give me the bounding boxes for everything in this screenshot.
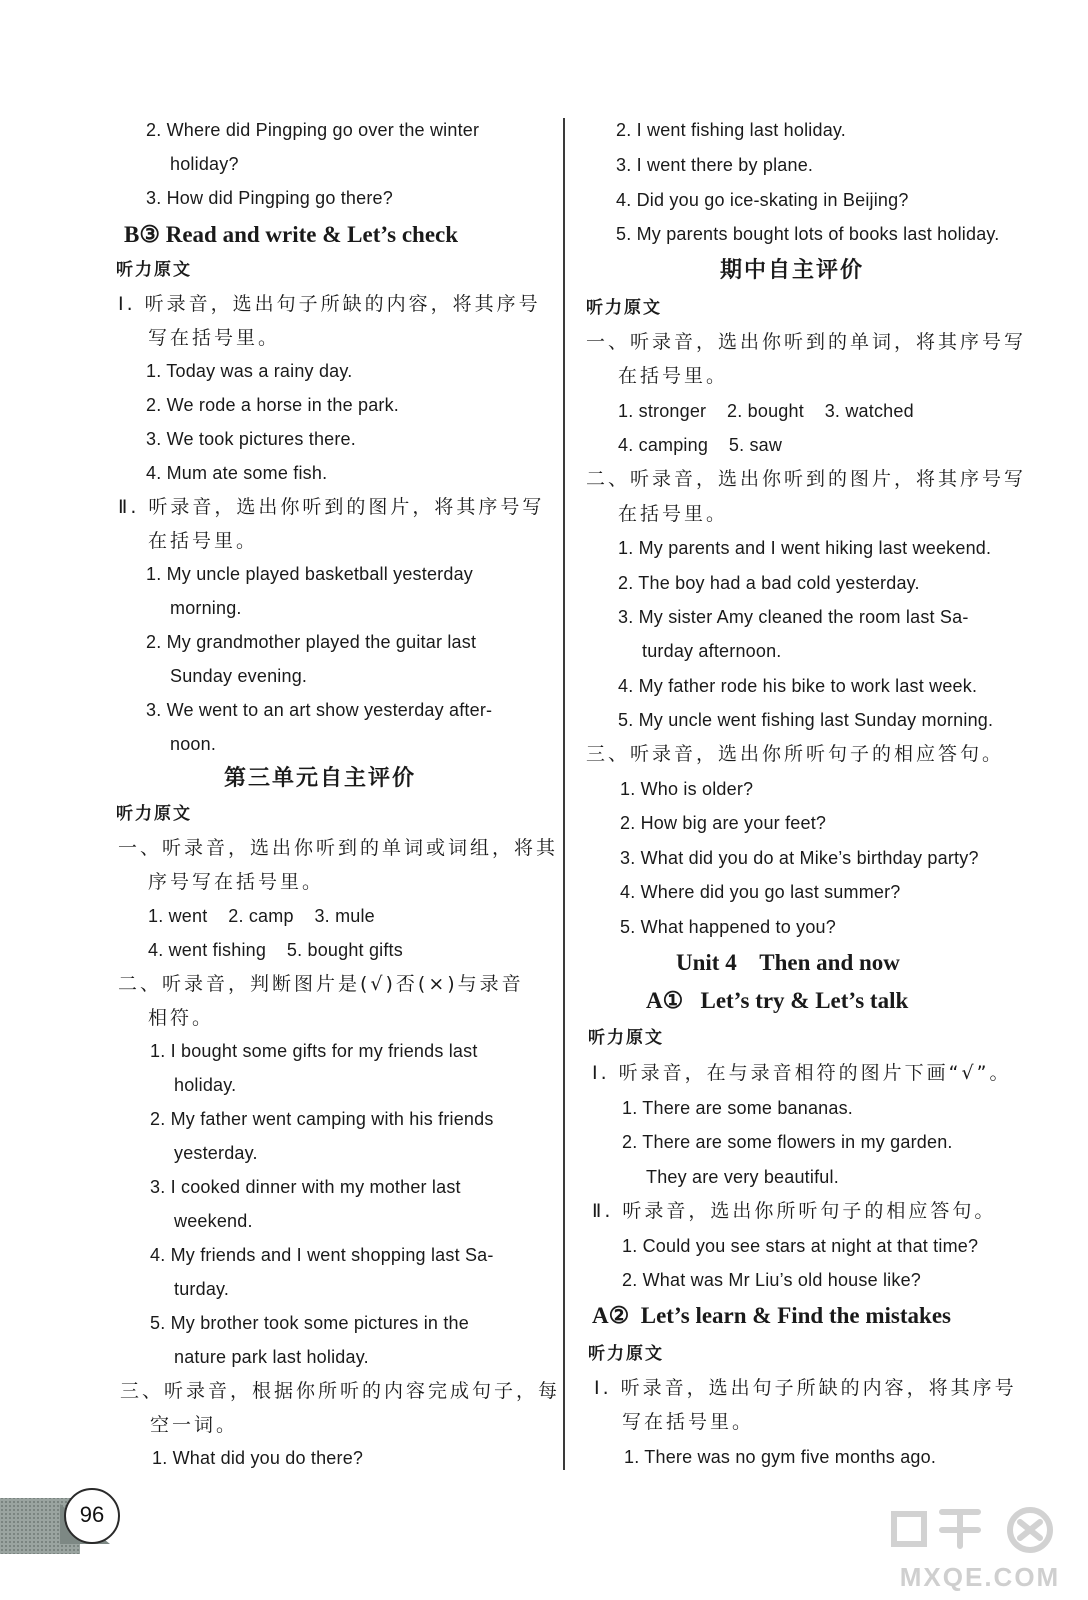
- list-item: 5. What happened to you?: [620, 917, 836, 937]
- list-item: 4. went fishing 5. bought gifts: [148, 940, 403, 960]
- list-item: 1. stronger 2. bought 3. watched: [618, 401, 914, 421]
- list-item: yesterday.: [174, 1143, 258, 1163]
- list-item: holiday.: [174, 1075, 237, 1095]
- list-item: turday.: [174, 1279, 230, 1299]
- list-item: weekend.: [174, 1211, 253, 1231]
- list-item: 3. We took pictures there.: [146, 429, 356, 449]
- text-line: holiday?: [170, 154, 239, 174]
- instruction: 三、听录音，选出你所听句子的相应答句。: [586, 743, 1005, 765]
- label-listening-script: 听力原文: [116, 260, 192, 280]
- label-listening-script: 听力原文: [588, 1028, 664, 1048]
- instruction: 二、听录音，选出你听到的图片，将其序号写: [586, 468, 1027, 490]
- instruction: 在括号里。: [148, 530, 259, 552]
- instruction: 相符。: [148, 1007, 215, 1029]
- list-item: 2. I went fishing last holiday.: [616, 120, 846, 140]
- list-item: 2. My father went camping with his friends: [150, 1109, 494, 1129]
- instruction: 序号写在括号里。: [148, 871, 325, 893]
- list-item: nature park last holiday.: [174, 1347, 369, 1367]
- instruction: 一、听录音，选出你听到的单词，将其序号写: [586, 331, 1027, 353]
- list-item: 2. What was Mr Liu’s old house like?: [622, 1270, 922, 1290]
- instruction: Ⅱ. 听录音，选出你所听句子的相应答句。: [592, 1200, 997, 1222]
- instruction: Ⅱ. 听录音，选出你听到的图片，将其序号写: [118, 496, 545, 518]
- list-item: 4. Where did you go last summer?: [620, 882, 901, 902]
- label-listening-script: 听力原文: [116, 804, 192, 824]
- list-item: 1. Who is older?: [620, 779, 754, 799]
- list-item: 4. camping 5. saw: [618, 435, 783, 455]
- list-item: 1. There are some bananas.: [622, 1098, 854, 1118]
- text-line: 3. How did Pingping go there?: [146, 188, 393, 208]
- list-item: 5. My brother took some pictures in the: [150, 1313, 469, 1333]
- unit-heading: Unit 4 Then and now: [676, 950, 900, 975]
- label-listening-script: 听力原文: [588, 1344, 664, 1364]
- section-heading: 期中自主评价: [720, 258, 865, 283]
- list-item: 1. There was no gym five months ago.: [624, 1447, 937, 1467]
- list-item: turday afternoon.: [642, 641, 782, 661]
- list-item: 2. My grandmother played the guitar last: [146, 632, 477, 652]
- list-item: 2. There are some flowers in my garden.: [622, 1132, 953, 1152]
- instruction: 三、听录音，根据你所听的内容完成句子，每: [120, 1380, 561, 1402]
- list-item: 3. I cooked dinner with my mother last: [150, 1177, 461, 1197]
- list-item: 1. Could you see stars at night at that time?: [622, 1236, 979, 1256]
- column-divider: [563, 118, 565, 1470]
- list-item: 5. My uncle went fishing last Sunday morning.: [618, 710, 994, 730]
- instruction: 写在括号里。: [622, 1411, 755, 1433]
- list-item: 4. Mum ate some fish.: [146, 463, 328, 483]
- section-heading: B③ Read and write & Let’s check: [124, 222, 459, 247]
- list-item: 4. My friends and I went shopping last Sa-: [150, 1245, 494, 1265]
- list-item: 3. I went there by plane.: [616, 155, 814, 175]
- list-item: 3. We went to an art show yesterday after-: [146, 700, 493, 720]
- instruction: 二、听录音，判断图片是(√)否(×)与录音: [118, 973, 524, 995]
- page-number: 96: [64, 1488, 120, 1544]
- list-item: 5. My parents bought lots of books last holiday.: [616, 224, 1000, 244]
- list-item: 2. How big are your feet?: [620, 813, 827, 833]
- list-item: 1. My uncle played basketball yesterday: [146, 564, 473, 584]
- instruction: 一、听录音，选出你听到的单词或词组，将其: [118, 837, 559, 859]
- instruction: Ⅰ. 听录音，选出句子所缺的内容，将其序号: [594, 1377, 1017, 1399]
- section-heading: A② Let’s learn & Find the mistakes: [592, 1303, 951, 1328]
- instruction: 空一词。: [150, 1414, 239, 1436]
- list-item: 1. I bought some gifts for my friends last: [150, 1041, 478, 1061]
- list-item: 3. What did you do at Mike’s birthday party?: [620, 848, 979, 868]
- list-item: 2. We rode a horse in the park.: [146, 395, 400, 415]
- list-item: 2. The boy had a bad cold yesterday.: [618, 573, 920, 593]
- instruction: 在括号里。: [618, 503, 729, 525]
- instruction: Ⅰ. 听录音，在与录音相符的图片下画“√”。: [592, 1062, 1012, 1084]
- list-item: 1. What did you do there?: [152, 1448, 364, 1468]
- list-item: noon.: [170, 734, 217, 754]
- list-item: 3. My sister Amy cleaned the room last Sa-: [618, 607, 969, 627]
- section-heading: A① Let’s try & Let’s talk: [646, 988, 909, 1013]
- text-line: 2. Where did Pingping go over the winter: [146, 120, 480, 140]
- list-item: They are very beautiful.: [646, 1167, 839, 1187]
- instruction: 写在括号里。: [148, 327, 281, 349]
- section-heading: 第三单元自主评价: [224, 766, 417, 791]
- watermark-text: MXQE.COM: [899, 1562, 1061, 1592]
- list-item: 1. Today was a rainy day.: [146, 361, 353, 381]
- instruction: 在括号里。: [618, 365, 729, 387]
- list-item: 4. Did you go ice-skating in Beijing?: [616, 190, 909, 210]
- watermark-logo: [880, 1500, 1080, 1596]
- list-item: Sunday evening.: [170, 666, 308, 686]
- instruction: Ⅰ. 听录音，选出句子所缺的内容，将其序号: [118, 293, 541, 315]
- list-item: morning.: [170, 598, 242, 618]
- list-item: 1. went 2. camp 3. mule: [148, 906, 375, 926]
- list-item: 4. My father rode his bike to work last week.: [618, 676, 978, 696]
- list-item: 1. My parents and I went hiking last weekend.: [618, 538, 992, 558]
- label-listening-script: 听力原文: [586, 298, 662, 318]
